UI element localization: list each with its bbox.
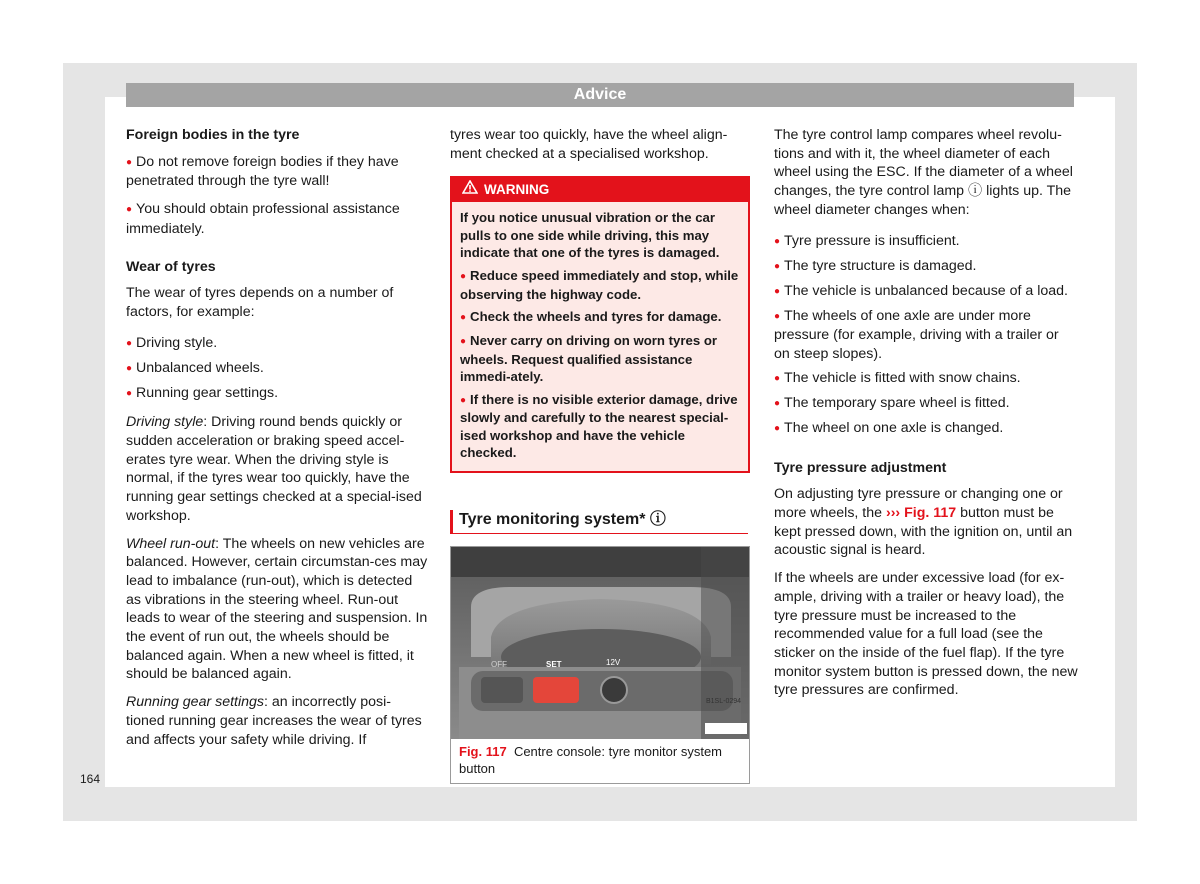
para-tyre-control-lamp: The tyre control lamp compares wheel revolu-tions and with it, the wheel diameter of each wheel using the ESC. If the diameter of a wheel changes, the tyre control lamp ⓘ lights up. The wheel diameter changes when: [774,127,1073,218]
list-item: ● The temporary spare wheel is fitted. [774,394,1078,414]
btn-12v-label: 12V [606,658,621,667]
btn-set-label: SET [546,660,562,669]
list-item: ● The vehicle is unbalanced because of a load. [774,282,1078,302]
para-excessive-load: If the wheels are under excessive load (for ex-ample, driving with a trailer or heavy load), the tyre pressure must be increased to the recommended value for a full load (see the sticker on the inside of the fuel flap). If the tyre monitor system button is pressed down, the new tyre pressures are confirmed. [774,570,1078,699]
bullet-foreign-1: ● Do not remove foreign bodies if they have penetrated through the tyre wall! [126,153,428,191]
warning-box [450,176,750,473]
text-running-gear: : an incorrectly posi-tioned running gear increases the wear of tyres and affects your safety while driving. If [126,694,422,748]
column-middle [450,126,750,784]
figure-caption-text: Centre console: tyre monitor system button [459,743,723,777]
adjust-text-a: On adjusting tyre pressure or changing one or more wheels, the [774,486,1063,522]
adjust-text-b: button must be kept pressed down, with the ignition on, until an acoustic signal is heard. [774,505,1073,559]
list-item: ● The wheel on one axle is changed. [774,419,1078,439]
warning-intro: If you notice unusual vibration or the car pulls to one side while driving, this may indicate that one of the tyres is damaged. [460,210,720,261]
list-item: ● Tyre pressure is insufficient. [774,232,1078,252]
figure-117-link[interactable]: ››› Fig. 117 [885,505,957,522]
list-item: ● Running gear settings. [126,384,428,404]
bullet-foreign-2: ● You should obtain professional assistance immediately. [126,200,428,238]
term-wheel-runout: Wheel run-out [126,535,216,552]
warning-title: WARNING [484,182,550,198]
warning-item: ● If there is no visible exterior damage, drive slowly and carefully to the nearest special-ised workshop and have the vehicle checked. [460,391,740,462]
figure-caption [451,739,749,783]
list-item: ● Unbalanced wheels. [126,359,428,379]
list-item: ● The vehicle is fitted with snow chains. [774,369,1078,389]
text-driving-style: : Driving round bends quickly or sudden acceleration or braking speed accel-erates tyre wear. When the driving style is normal, if the tyres wear too quickly, have the running gear settings checked at a special-ised workshop. [126,414,422,524]
warning-body [452,202,748,471]
advice-header: Advice [126,83,1074,107]
column-left [126,126,428,758]
diameter-change-list [774,232,1078,439]
warning-item: ● Never carry on driving on worn tyres or wheels. Request qualified assistance immedi-ately. [460,332,740,385]
warning-item: ● Reduce speed immediately and stop, while observing the highway code. [460,267,740,303]
list-item: ● The wheels of one axle are under more pressure (for example, driving with a trailer or on steep slopes). [774,307,1078,364]
para-driving-style [126,413,428,525]
page-number: 164 [80,772,101,786]
heading-wear-of-tyres: Wear of tyres [126,258,216,275]
para-wheel-runout [126,535,428,685]
btn-off-label: OFF [491,660,507,669]
heading-tyre-pressure-adjustment: Tyre pressure adjustment [774,459,947,476]
heading-foreign-bodies: Foreign bodies in the tyre [126,127,300,143]
para-adjustment [774,485,1078,560]
term-running-gear: Running gear settings [126,694,265,711]
column-right [774,126,1078,709]
list-item: ● The tyre structure is damaged. [774,257,1078,277]
list-item: ● Driving style. [126,334,428,354]
continuation-text: tyres wear too quickly, have the wheel align-ment checked at a specialised workshop. [450,127,728,162]
figure-label: Fig. 117 [459,743,507,759]
wear-intro: The wear of tyres depends on a number of factors, for example: [126,285,394,320]
section-title-tyre-monitoring: Tyre monitoring system* ⓘ [450,510,748,534]
warning-item: ● Check the wheels and tyres for damage. [460,308,740,326]
para-running-gear [126,693,428,749]
centre-console-image [451,547,749,739]
warning-header [452,178,748,202]
warning-triangle-icon [462,178,478,202]
figure-code: B1SL-0294 [706,698,742,705]
text-wheel-runout: : The wheels on new vehicles are balanced. However, certain circumstan-ces may lead to imbalance (run-out), which is detected as vibrations in the steering wheel. Run-out leads to wear of the steering and suspension. In the event of run out, the wheels should be balanced again. When a new wheel is fitted, it should be balanced again. [126,535,428,683]
wear-factors-list [126,334,428,404]
term-driving-style: Driving style [126,414,204,431]
